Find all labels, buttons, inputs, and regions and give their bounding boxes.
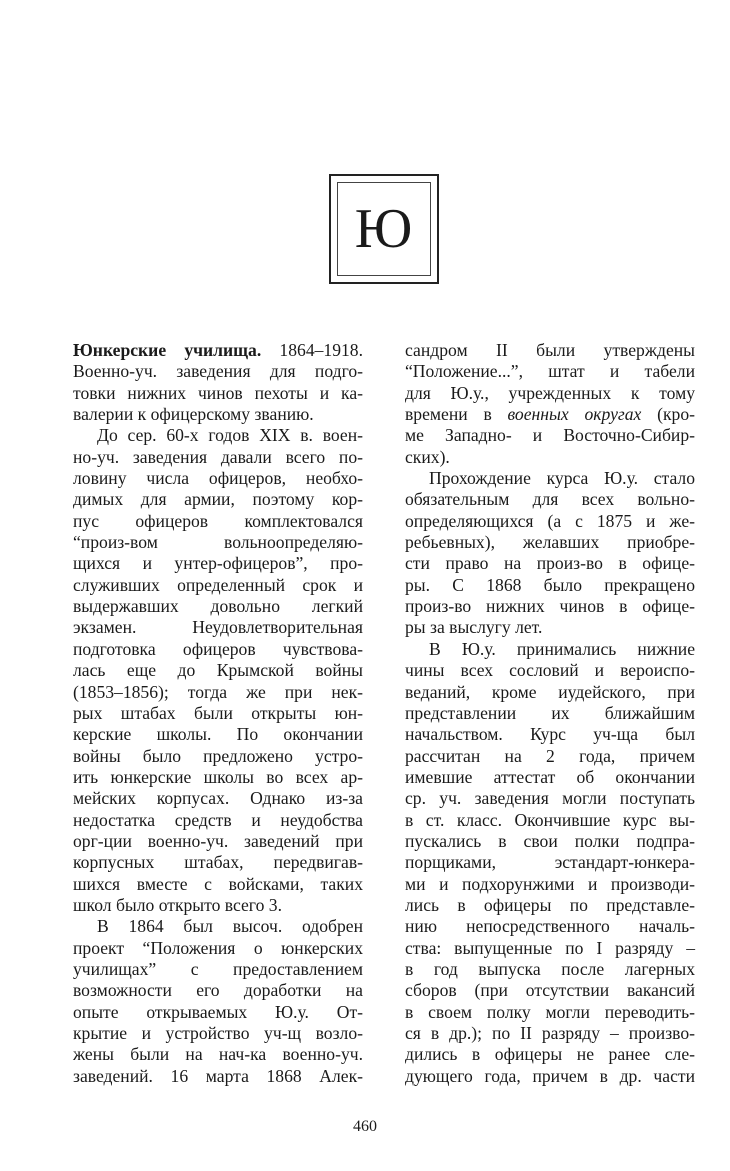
text-fragment: ры. С 1868 было прекращено [405,574,695,595]
text-fragment: ме Западно- и Восточно-Сибир- [405,425,695,446]
section-letter-inner-frame [337,182,431,276]
text-line [405,1023,695,1044]
text-line [73,959,363,980]
text-line [73,831,363,852]
text-fragment: ср. уч. заведения могли поступать [405,788,695,809]
text-fragment: ребьевных), желавших приобре- [405,532,695,553]
text-fragment: орг-ции военно-уч. заведений при [73,830,363,851]
text-fragment: В 1864 был высоч. одобрен [97,916,363,937]
text-fragment: сандром II были утверждены [405,340,695,360]
text-fragment: для Ю.у., учрежденных к тому [405,382,695,403]
text-fragment: определяющихся (а с 1875 и же- [405,510,695,531]
text-line [73,1066,363,1087]
text-fragment: жены были на нач-ка военно-уч. [73,1044,363,1065]
text-line [73,660,363,681]
text-line [73,617,363,638]
section-letter: Ю [354,198,414,260]
page-number: 460 [353,1118,377,1135]
text-fragment: сборов (при отсутствии вакансий [405,980,695,1001]
text-fragment: корпусных штабах, передвигав- [73,852,363,873]
text-fragment: нию непосредственного началь- [405,916,695,937]
text-line [73,425,363,446]
text-fragment: мейских корпусах. Однако из-за [73,788,363,809]
text-fragment: войны было предложено устро- [73,745,363,766]
text-fragment: щихся и унтер-офицеров”, про- [73,553,363,574]
text-line [405,810,695,831]
text-fragment: дующего года, причем в др. части [405,1065,695,1086]
text-fragment: опыте открываемых Ю.у. От- [73,1001,363,1022]
text-fragment: проект “Положения о юнкерских [73,937,363,958]
text-fragment: димых для армии, поэтому кор- [73,489,363,510]
text-line [73,724,363,745]
text-line [405,511,695,532]
text-line [73,810,363,831]
text-line [73,532,363,553]
text-fragment: Военно-уч. заведения для подго- [73,361,363,382]
text-fragment: недостатка средств и неудобства [73,809,363,830]
text-fragment: обязательным для всех вольно- [405,489,695,510]
text-line [405,639,695,660]
text-fragment: товки нижних чинов пехоты и ка- [73,382,363,403]
text-fragment: порщиками, эстандарт-юнкера- [405,852,695,873]
text-line [73,404,363,425]
text-line [405,895,695,916]
text-fragment: шихся вместе с войсками, таких [73,873,363,894]
text-line [73,703,363,724]
text-fragment: 1864–1918. [261,340,363,360]
text-fragment: лись в офицеры по представле- [405,894,695,915]
left-text-column [73,340,363,1087]
text-fragment: имевшие аттестат об окончании [405,766,695,787]
text-fragment: но-уч. заведения давали всего по- [73,446,363,467]
text-fragment: валерии к офицерскому званию. [73,404,314,425]
text-fragment: ства: выпущенные по I разряду – [405,937,695,958]
text-fragment: экзамен. Неудовлетворительная [73,617,363,638]
text-fragment: Прохождение курса Ю.у. стало [429,468,695,489]
text-line [405,980,695,1001]
text-line [405,682,695,703]
text-line [405,447,695,468]
text-fragment: возможности его доработки на [73,980,363,1001]
text-line [73,852,363,873]
text-fragment: училищах” с предоставлением [73,958,363,979]
text-fragment: начальством. Курс уч-ща был [405,724,695,745]
text-line [73,383,363,404]
text-fragment: ских). [405,446,450,467]
text-line [405,831,695,852]
text-fragment: рассчитан на 2 года, причем [405,745,695,766]
text-fragment: пус офицеров комплектовался [73,510,363,531]
cross-reference: военных округах [507,404,642,425]
text-line [405,788,695,809]
text-line [405,660,695,681]
text-line [73,788,363,809]
text-fragment: служивших определенный срок и [73,574,363,595]
text-line [73,489,363,510]
text-line [73,596,363,617]
text-line [73,916,363,937]
text-fragment: времени в [405,404,508,425]
text-line [405,938,695,959]
text-fragment: сти право на произ-во в офице- [405,553,695,574]
text-fragment: в год выпуска после лагерных [405,958,695,979]
text-fragment: ить юнкерские школы во всех ар- [73,766,363,787]
entry-headword: Юнкерские училища. [73,340,262,360]
text-line [73,361,363,382]
text-line [73,1023,363,1044]
text-line [73,468,363,489]
text-line [73,746,363,767]
text-line [405,404,695,425]
text-line [405,361,695,382]
text-line [405,425,695,446]
section-letter-frame [329,174,439,284]
text-fragment: (кро- [641,404,695,425]
text-fragment: представлении их ближайшим [405,702,695,723]
text-line [405,575,695,596]
text-fragment: В Ю.у. принимались нижние [429,638,695,659]
text-line [405,959,695,980]
text-fragment: в ст. класс. Окончившие курс вы- [405,809,695,830]
text-fragment: заведений. 16 марта 1868 Алек- [73,1065,363,1086]
text-fragment: произ-во нижних чинов в офице- [405,596,695,617]
text-line [405,916,695,937]
text-line [405,383,695,404]
text-line [73,447,363,468]
text-fragment: крытие и устройство уч-щ возло- [73,1023,363,1043]
text-fragment: До сер. 60-х годов XIX в. воен- [97,425,363,446]
text-fragment: рых штабах были открыты юн- [73,702,363,723]
text-line [405,1044,695,1065]
right-text-column [405,340,695,1087]
text-fragment: ры за выслугу лет. [405,617,543,638]
text-line [405,596,695,617]
text-line [405,767,695,788]
text-fragment: ми и подхорунжими и производи- [405,873,695,894]
text-line [405,746,695,767]
text-fragment: ся в др.); по II разряду – произво- [405,1023,695,1043]
text-fragment: “Положение...”, штат и табели [405,361,695,382]
text-line [73,895,363,916]
text-line [405,852,695,873]
text-line [73,980,363,1001]
text-fragment: ловину числа офицеров, необхо- [73,468,363,489]
text-line [405,1066,695,1087]
text-line [405,553,695,574]
text-fragment: чины всех сословий и вероиспо- [405,660,695,681]
text-line [405,1002,695,1023]
text-fragment: лась еще до Крымской войны [73,660,363,681]
text-fragment: (1853–1856); тогда же при нек- [73,681,363,702]
text-line [405,468,695,489]
text-line [405,724,695,745]
text-line [73,511,363,532]
text-line [73,553,363,574]
text-fragment: пускались в свои полки подпра- [405,830,695,851]
text-line [73,1002,363,1023]
text-line [73,1044,363,1065]
text-line [405,703,695,724]
text-line [405,874,695,895]
text-line [73,682,363,703]
text-fragment: выдержавших довольно легкий [73,596,363,617]
text-fragment: веданий, кроме иудейского, при [405,681,695,702]
text-fragment: “произ-вом вольноопределяю- [73,532,363,553]
text-fragment: подготовка офицеров чувствова- [73,638,363,659]
text-line [73,767,363,788]
text-fragment: в своем полку могли переводить- [405,1001,695,1022]
text-line [405,489,695,510]
text-line [73,639,363,660]
text-fragment: керские школы. По окончании [73,724,363,745]
text-fragment: дились в офицеры не ранее сле- [405,1044,695,1065]
text-line [405,340,695,361]
text-line [73,874,363,895]
text-line [73,575,363,596]
text-line [405,532,695,553]
text-line [405,617,695,638]
text-line [73,938,363,959]
text-fragment: школ было открыто всего 3. [73,894,282,915]
text-line [73,340,363,361]
